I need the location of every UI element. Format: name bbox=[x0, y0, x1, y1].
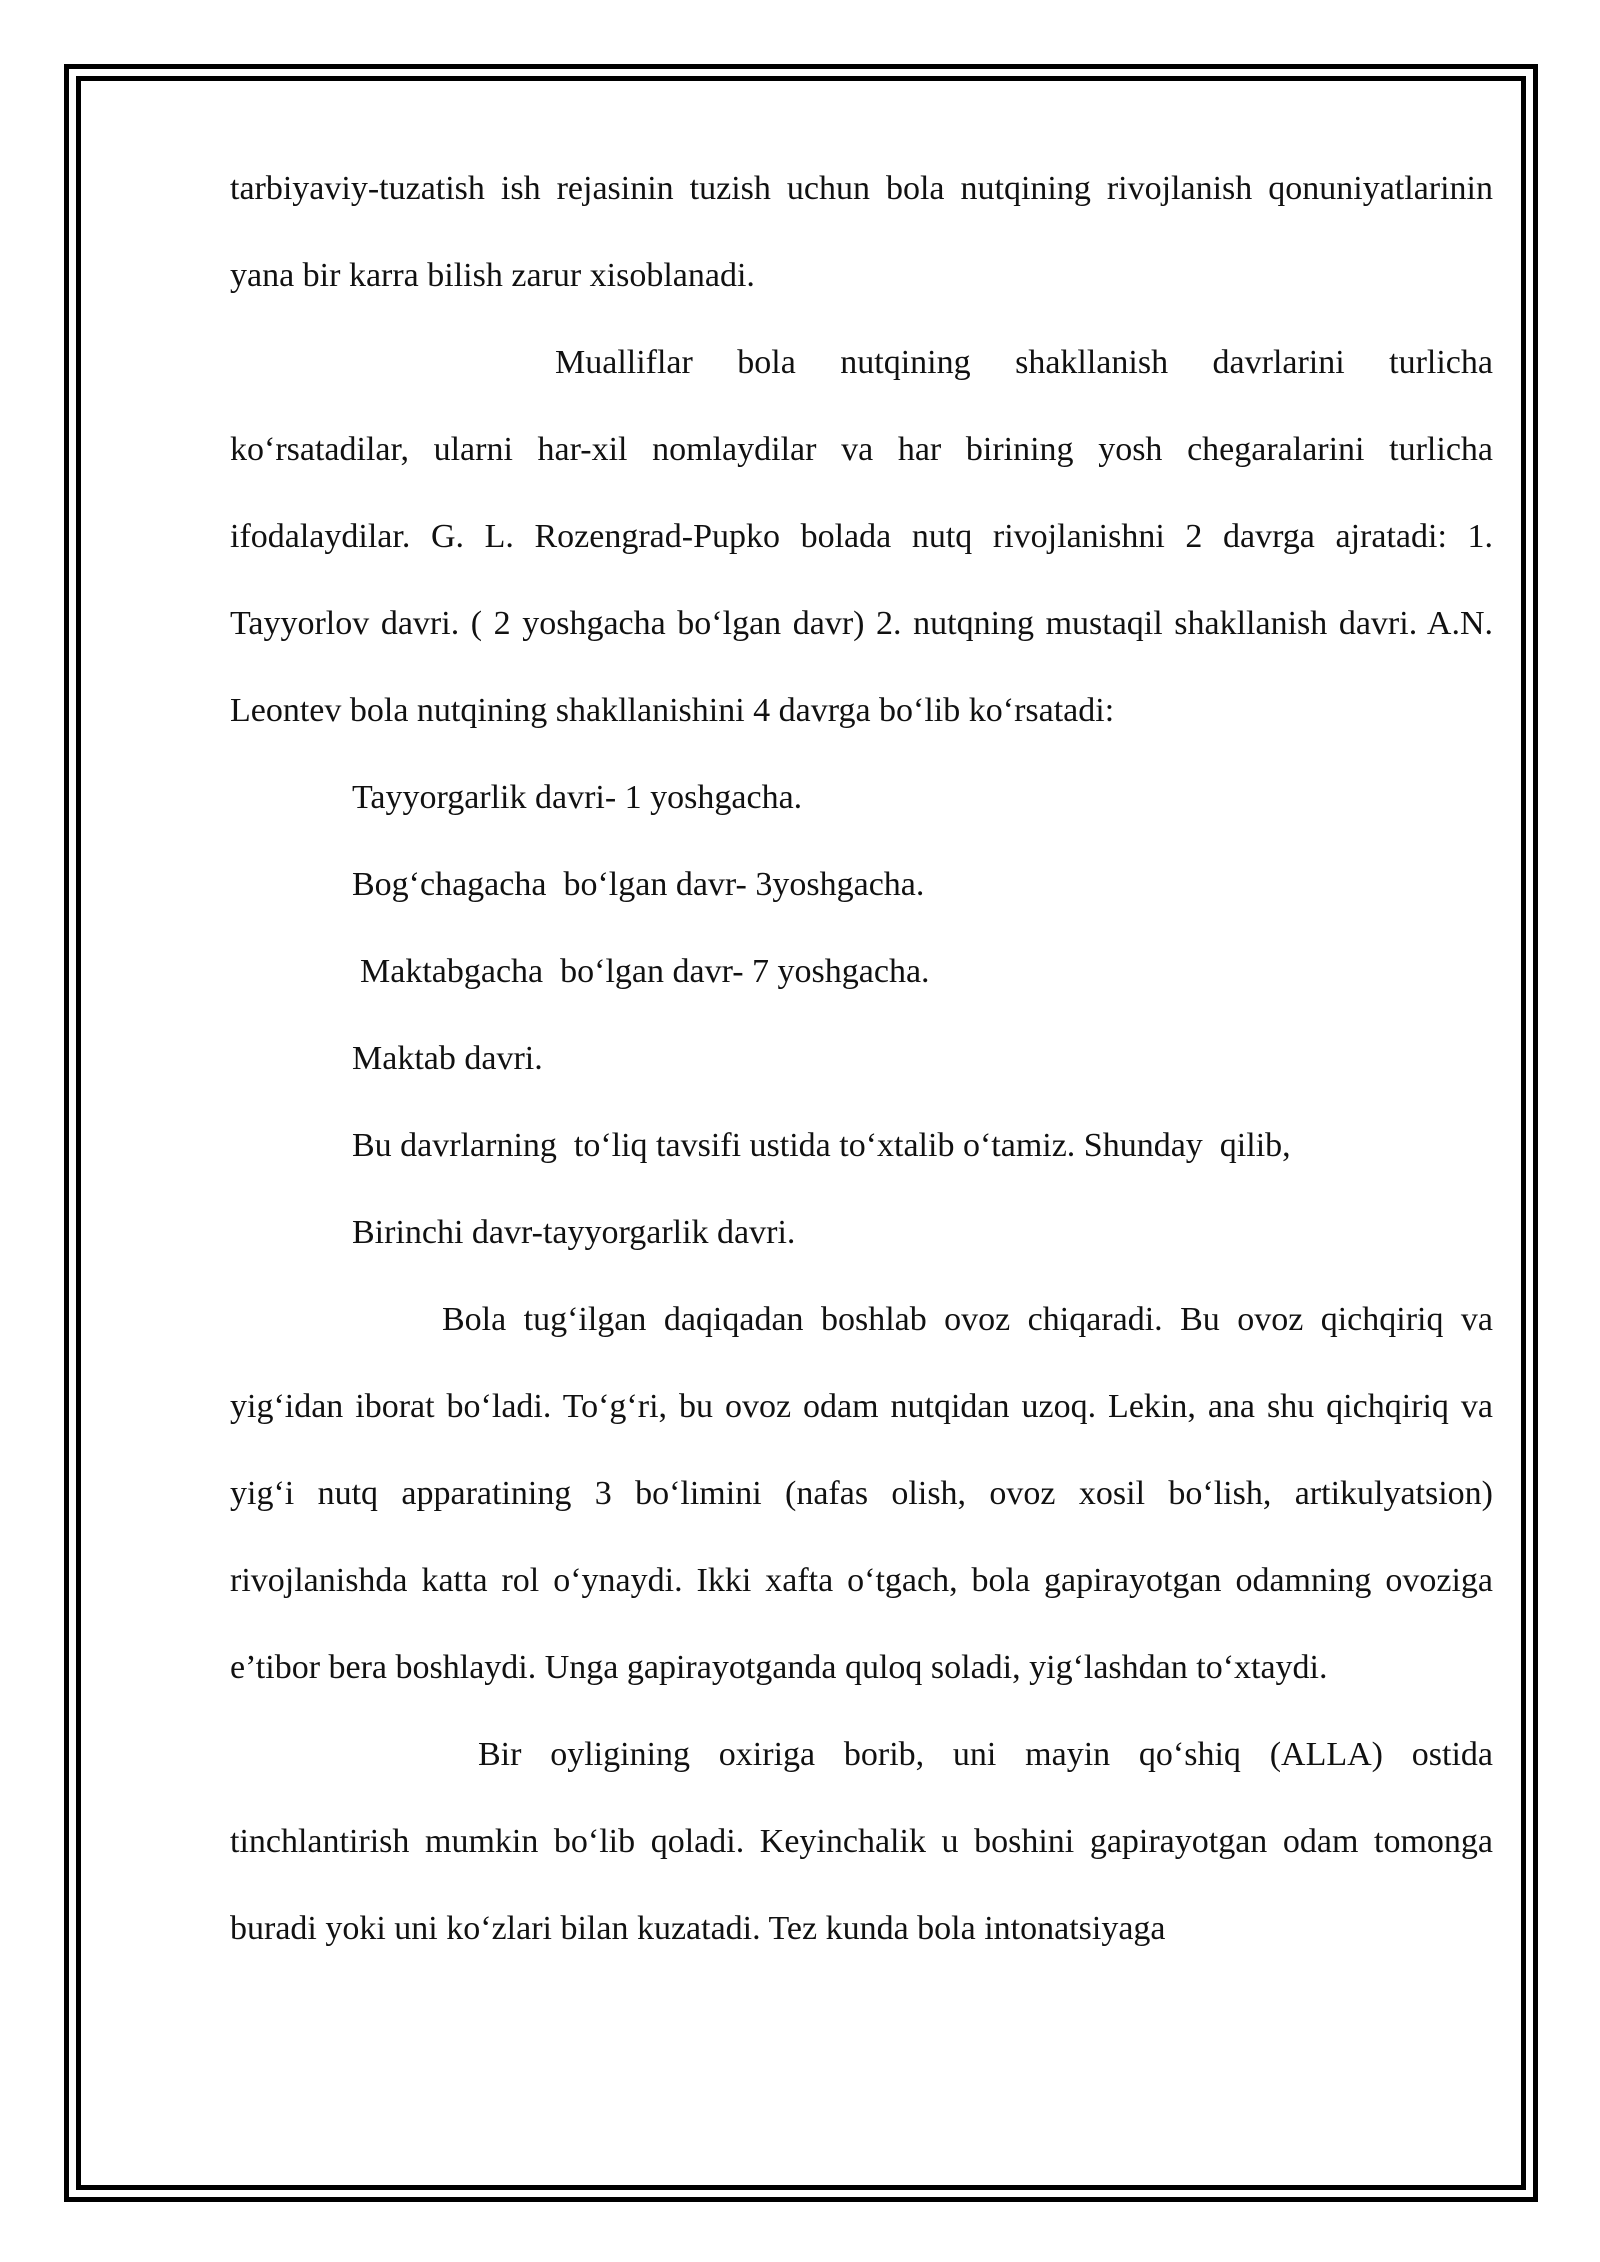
paragraph-2: Mualliflar bola nutqining shakllanish davrlarini turlicha ko‘rsatadilar, ularni har-xil nomlaydilar va har birining yosh chegaralarini turlicha ifodalaydilar. G. L. Rozengrad-Pupko bolada nutq rivojlanishni 2 davrga ajratadi: 1. Tayyorlov davri. ( 2 yoshgacha bo‘lgan davr) 2. nutqning mustaqil shakllanish davri. A.N. Leontev bola nutqining shakllanishini 4 davrga bo‘lib ko‘rsatadi: bbox=[230, 344, 1493, 729]
paragraph-3: Bola tug‘ilgan daqiqadan boshlab ovoz chiqaradi. Bu ovoz qichqiriq va yig‘idan iborat bo‘ladi. To‘g‘ri, bu ovoz odam nutqidan uzoq. Lekin, ana shu qichqiriq va yig‘i nutq apparatining 3 bo‘limini (nafas olish, ovoz xosil bo‘lish, artikulyatsion) rivojlanishda katta rol o‘ynaydi. Ikki xafta o‘tgach, bola gapirayotgan odamning ovoziga e’tibor bera boshlaydi. Unga gapirayotganda quloq soladi, yig‘lashdan to‘xtaydi. bbox=[230, 1301, 1493, 1686]
list-item: Tayyorgarlik davri- 1 yoshgacha. bbox=[352, 779, 803, 816]
paragraph-1: tarbiyaviy-tuzatish ish rejasinin tuzish uchun bola nutqining rivojlanish qonuniyatlarinin yana bir karra bilish zarur xisoblanadi. bbox=[230, 170, 1493, 294]
list-item: Maktab davri. bbox=[352, 1040, 543, 1077]
document-body bbox=[230, 145, 1493, 1972]
list-item: Bog‘chagacha bo‘lgan davr- 3yoshgacha. bbox=[352, 866, 925, 903]
list-item: Maktabgacha bo‘lgan davr- 7 yoshgacha. bbox=[360, 953, 930, 990]
list-item: Bu davrlarning to‘liq tavsifi ustida to‘xtalib o‘tamiz. Shunday qilib, bbox=[352, 1127, 1291, 1164]
list-item: Birinchi davr-tayyorgarlik davri. bbox=[352, 1214, 796, 1251]
paragraph-4: Bir oyligining oxiriga borib, uni mayin qo‘shiq (ALLA) ostida tinchlantirish mumkin bo‘lib qoladi. Keyinchalik u boshini gapirayotgan odam tomonga buradi yoki uni ko‘zlari bilan kuzatadi. Tez kunda bola intonatsiyaga bbox=[230, 1736, 1493, 1947]
